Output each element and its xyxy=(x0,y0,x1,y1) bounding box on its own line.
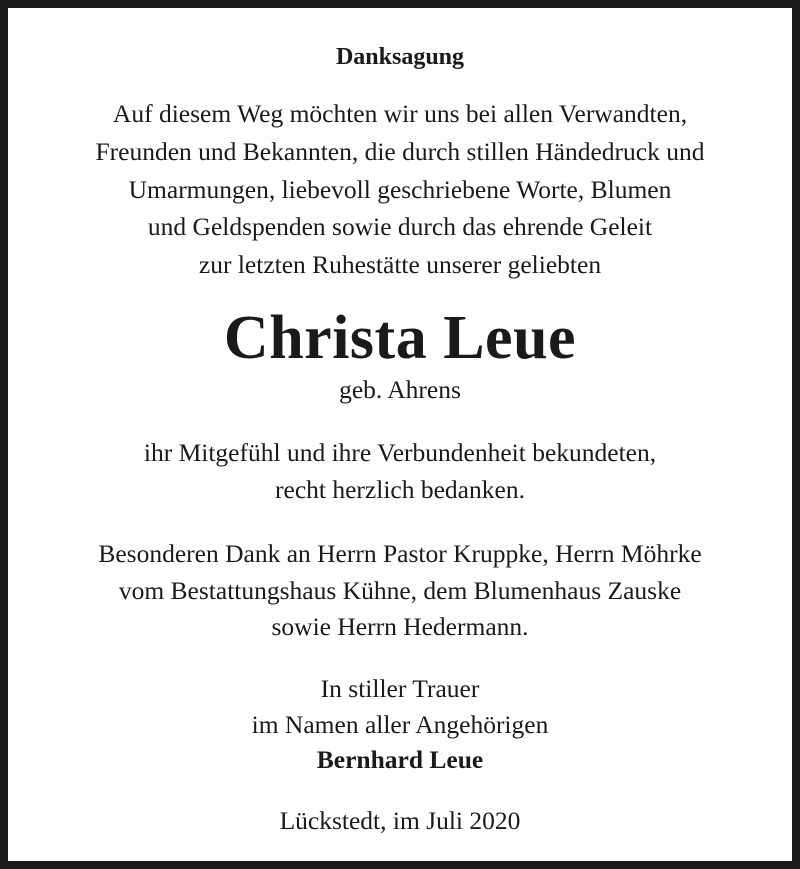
place-date: Lückstedt, im Juli 2020 xyxy=(279,806,521,835)
intro-line-4: und Geldspenden sowie durch das ehrende Geleit xyxy=(147,212,653,241)
intro-line-2: Freunden und Bekannten, die durch stillen Händedruck und xyxy=(95,137,705,166)
on-behalf-line: im Namen aller Angehörigen xyxy=(251,710,549,739)
intro-line-1: Auf diesem Weg möchten wir uns bei allen Verwandten, xyxy=(112,99,688,128)
deceased-name: Christa Leue xyxy=(223,304,577,372)
birth-name: geb. Ahrens xyxy=(339,375,461,404)
intro-line-5: zur letzten Ruhestätte unserer geliebten xyxy=(198,250,602,279)
special-thanks-line-1: Besonderen Dank an Herrn Pastor Kruppke, Herrn Möhrke xyxy=(98,539,702,568)
mourning-line: In stiller Trauer xyxy=(320,674,480,703)
special-thanks-line-3: sowie Herrn Hedermann. xyxy=(271,612,529,641)
signatory-name: Bernhard Leue xyxy=(316,745,484,774)
thanks-line-2: recht herzlich bedanken. xyxy=(275,475,525,504)
special-thanks-line-2: vom Bestattungshaus Kühne, dem Blumenhaus Zauske xyxy=(118,576,682,605)
thanks-line-1: ihr Mitgefühl und ihre Verbundenheit bekundeten, xyxy=(143,438,657,467)
intro-line-3: Umarmungen, liebevoll geschriebene Worte, Blumen xyxy=(128,175,672,204)
heading: Danksagung xyxy=(335,44,465,70)
